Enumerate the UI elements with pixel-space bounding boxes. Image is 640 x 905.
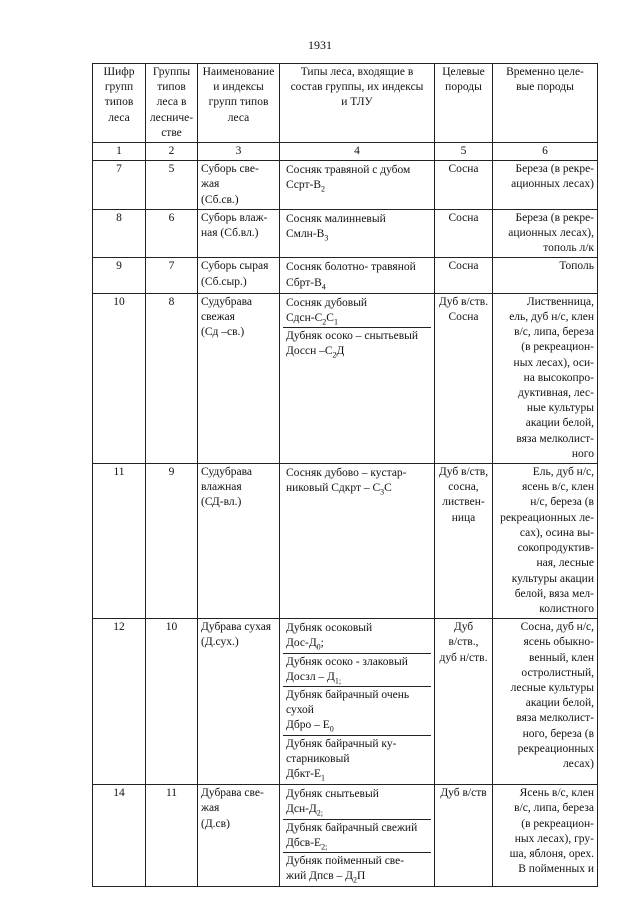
forest-type-code-cell: 7 bbox=[93, 161, 146, 210]
table-row bbox=[93, 464, 598, 619]
temporary-species-line: ная, лесные bbox=[536, 557, 594, 570]
temporary-species-line: сах), осина вы- bbox=[519, 526, 594, 539]
forest-types-cell bbox=[280, 785, 435, 887]
forest-group-cell: 10 bbox=[146, 619, 198, 785]
header-line: леса bbox=[227, 111, 250, 124]
header-row bbox=[93, 64, 598, 143]
group-name-line: Дубрава сухая bbox=[201, 621, 272, 634]
temporary-species-cell bbox=[493, 293, 598, 463]
forest-type-line: Доссн $-С_2Д$ bbox=[286, 345, 345, 360]
target-species-cell bbox=[435, 785, 493, 887]
header-line: Шифр bbox=[103, 66, 135, 78]
header-line: Группы bbox=[152, 66, 191, 78]
forest-type-line: Ссрт-$В_2$ bbox=[286, 179, 326, 194]
temporary-species-line: (в рекреацион- bbox=[521, 341, 594, 354]
group-name-line: (Сд –св.) bbox=[201, 326, 245, 339]
temporary-species-line: Береза (в рекре- bbox=[515, 163, 594, 176]
forest-type-line: Дубняк байрачный свежий bbox=[286, 821, 418, 834]
temporary-species-cell bbox=[493, 209, 598, 258]
target-species-cell bbox=[435, 258, 493, 293]
forest-type-line: Досзл – $Д_{1;}$ bbox=[286, 670, 342, 686]
target-species-line: Дуб bbox=[453, 621, 474, 634]
target-species-line: Сосна bbox=[448, 260, 479, 273]
forest-type-line: Смлн-$В_3$ bbox=[286, 228, 329, 243]
column-number-cell: 1 bbox=[93, 143, 146, 161]
header-line: Типы леса, входящие в bbox=[300, 66, 414, 78]
table-row bbox=[93, 161, 598, 210]
header-line: Временно целе- bbox=[506, 66, 584, 78]
header-line: леса в bbox=[156, 96, 187, 109]
forest-type-code-cell: 14 bbox=[93, 785, 146, 887]
group-name-cell bbox=[198, 161, 280, 210]
target-species-cell bbox=[435, 161, 493, 210]
forest-group-cell: 9 bbox=[146, 464, 198, 619]
forest-types-cell bbox=[280, 619, 435, 785]
temporary-species-line: ных лесах), гру- bbox=[514, 832, 594, 845]
group-name-line: свежая bbox=[201, 311, 235, 324]
temporary-species-cell bbox=[493, 785, 598, 887]
temporary-species-line: ного, береза (в bbox=[522, 727, 594, 740]
target-species-cell bbox=[435, 293, 493, 463]
target-species-line: Сосна bbox=[448, 311, 479, 324]
temporary-species-line: венный, клен bbox=[529, 651, 594, 664]
forest-types-cell bbox=[280, 161, 435, 210]
forest-type-code-cell: 9 bbox=[93, 258, 146, 293]
group-name-line: влажная bbox=[201, 481, 242, 494]
header-line: групп типов bbox=[208, 96, 269, 109]
column-number-cell: 3 bbox=[198, 143, 280, 161]
temporary-species-line: колистного bbox=[539, 602, 594, 615]
header-line: леса bbox=[108, 111, 130, 124]
forest-type-line: Дубняк осоко - злаковый bbox=[286, 655, 408, 668]
column-number-cell: 2 bbox=[146, 143, 198, 161]
forest-group-cell: 6 bbox=[146, 209, 198, 258]
forest-type-code-cell: 10 bbox=[93, 293, 146, 463]
temporary-species-line: ных лесах), оси- bbox=[513, 356, 594, 369]
temporary-species-line: ационных лесах), bbox=[508, 227, 594, 240]
forest-type-line: Дубняк снытьевый bbox=[286, 788, 379, 801]
temporary-species-line: Береза (в рекре- bbox=[515, 211, 594, 224]
target-species-line: листвен- bbox=[442, 496, 485, 509]
forest-type-line: Дсн-$Д_{2;}$ bbox=[286, 803, 324, 818]
temporary-species-line: белой, вяза мел- bbox=[514, 587, 594, 600]
header-line: групп bbox=[104, 81, 134, 94]
group-name-cell bbox=[198, 293, 280, 463]
forest-group-cell: 8 bbox=[146, 293, 198, 463]
temporary-species-line: дуктивная, лес- bbox=[517, 387, 594, 400]
target-species-line: Сосна bbox=[448, 163, 479, 176]
temporary-species-line: ясень в/с, клен bbox=[522, 481, 594, 494]
temporary-species-line: ша, яблоня, орех. bbox=[509, 847, 594, 860]
temporary-species-line: рекреационных bbox=[517, 742, 594, 755]
header-line: Наименование bbox=[202, 66, 275, 78]
group-name-line: (Д.сух.) bbox=[201, 636, 239, 649]
forest-type-line: Сосняк дубовый bbox=[286, 296, 368, 309]
forest-types-cell bbox=[280, 258, 435, 293]
header-cell-6 bbox=[493, 64, 598, 143]
temporary-species-line: в/с, липа, береза bbox=[514, 802, 594, 815]
forest-type-line: Дбсв-$Е_{2;}$ bbox=[286, 836, 328, 852]
target-species-line: сосна, bbox=[448, 481, 479, 494]
forest-type-line: Дубняк осоковый bbox=[286, 622, 373, 635]
temporary-species-cell bbox=[493, 464, 598, 619]
temporary-species-line: ного bbox=[571, 447, 594, 460]
target-species-line: Дуб в/ств, bbox=[438, 466, 489, 479]
temporary-species-line: вяза мелколист- bbox=[516, 712, 594, 725]
header-cell-3 bbox=[198, 64, 280, 143]
target-species-cell bbox=[435, 464, 493, 619]
temporary-species-cell bbox=[493, 258, 598, 293]
forest-types-table bbox=[92, 63, 598, 887]
temporary-species-line: в/с, липа, береза bbox=[514, 326, 594, 339]
temporary-species-line: лесах) bbox=[562, 757, 594, 770]
forest-type-line: Сосняк болотно- травяной bbox=[286, 261, 416, 274]
forest-type-line: Сосняк малинневый bbox=[286, 212, 386, 225]
header-line: типов bbox=[104, 96, 134, 109]
column-number-cell: 6 bbox=[493, 143, 598, 161]
group-name-line: ная (Сб.вл.) bbox=[201, 227, 259, 240]
temporary-species-line: Ель, дуб н/с, bbox=[532, 466, 594, 479]
forest-group-cell: 11 bbox=[146, 785, 198, 887]
group-name-line: (Д.св) bbox=[201, 817, 230, 830]
forest-type-code-cell: 11 bbox=[93, 464, 146, 619]
forest-type-line: Дубняк пойменный све- bbox=[286, 854, 405, 867]
forest-types-cell bbox=[280, 293, 435, 463]
forest-type-line: Дубняк байрачный очень bbox=[286, 688, 410, 701]
temporary-species-line: остролистный, bbox=[521, 666, 594, 679]
table-body bbox=[93, 161, 598, 887]
temporary-species-line: ель, дуб н/с, клен bbox=[509, 311, 594, 324]
forest-type-code-cell: 8 bbox=[93, 209, 146, 258]
temporary-species-line: вяза мелколист- bbox=[516, 432, 594, 445]
forest-type-entry bbox=[283, 328, 431, 360]
forest-type-entry bbox=[283, 820, 431, 853]
target-species-line: дуб н/ств. bbox=[439, 651, 488, 664]
forest-type-entry bbox=[283, 620, 431, 653]
forest-type-line: Сосняк травяной с дубом bbox=[286, 164, 411, 177]
temporary-species-line: тополь л/к bbox=[543, 242, 594, 255]
group-name-cell bbox=[198, 258, 280, 293]
temporary-species-line: сокопродуктив- bbox=[517, 542, 594, 555]
forest-type-line: Сосняк дубово – кустар- bbox=[286, 467, 407, 480]
forest-type-line: Сдсн-$С_2С_1$ bbox=[286, 312, 338, 327]
group-name-cell bbox=[198, 619, 280, 785]
forest-type-entry bbox=[283, 295, 431, 328]
forest-type-entry bbox=[283, 654, 431, 687]
header-cell-1 bbox=[93, 64, 146, 143]
table-row bbox=[93, 785, 598, 887]
forest-type-line: Дос-$Д_0$; bbox=[286, 637, 324, 652]
forest-type-entry bbox=[283, 162, 431, 194]
group-name-line: Суборь сырая bbox=[201, 260, 269, 273]
temporary-species-line: ясень обыкно- bbox=[523, 636, 594, 649]
column-number-cell: 5 bbox=[435, 143, 493, 161]
table-row bbox=[93, 209, 598, 258]
forest-group-cell: 7 bbox=[146, 258, 198, 293]
header-cell-4 bbox=[280, 64, 435, 143]
group-name-line: Судубрава bbox=[201, 295, 252, 308]
temporary-species-line: Лиственница, bbox=[526, 295, 594, 308]
forest-types-cell bbox=[280, 464, 435, 619]
temporary-species-line: ные культуры bbox=[526, 402, 594, 415]
temporary-species-line: акации белой, bbox=[525, 417, 594, 430]
forest-type-line: Дубняк осоко – снытьевый bbox=[286, 330, 419, 343]
column-number-row bbox=[93, 143, 598, 161]
forest-type-line: Сбрт-$В_4$ bbox=[286, 276, 326, 291]
header-line: стве bbox=[161, 126, 182, 139]
forest-type-line: Дбро – $Е_0$ bbox=[286, 719, 334, 734]
forest-type-entry bbox=[283, 786, 431, 819]
header-line: и индексы bbox=[213, 81, 264, 94]
forest-type-entry bbox=[283, 259, 431, 291]
forest-type-line: Дбкт-$Е_1$ bbox=[286, 767, 326, 783]
header-cell-5 bbox=[435, 64, 493, 143]
group-name-line: Суборь влаж- bbox=[201, 211, 268, 224]
group-name-line: (Сб.св.) bbox=[201, 193, 239, 206]
forest-type-line: старниковый bbox=[286, 752, 350, 765]
temporary-species-line: Сосна, дуб н/с, bbox=[520, 621, 594, 634]
temporary-species-line: (в рекреацион- bbox=[521, 817, 594, 830]
group-name-line: (Сб.сыр.) bbox=[201, 275, 247, 288]
forest-type-entry bbox=[283, 736, 431, 784]
group-name-line: Судубрава bbox=[201, 466, 252, 479]
temporary-species-cell bbox=[493, 619, 598, 785]
temporary-species-line: на высокопро- bbox=[523, 371, 594, 384]
temporary-species-line: акации белой, bbox=[525, 697, 594, 710]
table-row bbox=[93, 258, 598, 293]
target-species-line: Дуб в/ств. bbox=[438, 295, 489, 308]
temporary-species-line: н/с, береза (в bbox=[530, 496, 594, 509]
table-header bbox=[93, 64, 598, 161]
group-name-line: (СД-вл.) bbox=[201, 496, 242, 509]
temporary-species-line: рекреационных ле- bbox=[500, 511, 594, 524]
group-name-line: жая bbox=[201, 178, 220, 191]
header-cell-2 bbox=[146, 64, 198, 143]
forest-type-entry bbox=[283, 687, 431, 736]
forest-type-line: никовый Сдкрт – $С_3С$ bbox=[286, 482, 392, 497]
target-species-line: Сосна bbox=[448, 211, 479, 224]
header-line: вые породы bbox=[516, 81, 574, 94]
group-name-cell bbox=[198, 785, 280, 887]
forest-type-line: сухой bbox=[286, 704, 314, 717]
temporary-species-line: Тополь bbox=[559, 260, 594, 273]
forest-type-entry bbox=[283, 465, 431, 497]
forest-group-cell: 5 bbox=[146, 161, 198, 210]
temporary-species-line: В пойменных и bbox=[518, 863, 594, 876]
temporary-species-cell bbox=[493, 161, 598, 210]
temporary-species-line: культуры акации bbox=[511, 572, 594, 585]
temporary-species-line: ационных лесах) bbox=[511, 178, 594, 191]
header-line: и ТЛУ bbox=[341, 96, 373, 109]
header-line: состав группы, их индексы bbox=[290, 81, 424, 94]
target-species-cell bbox=[435, 209, 493, 258]
header-line: породы bbox=[445, 81, 482, 94]
temporary-species-line: Ясень в/с, клен bbox=[519, 787, 594, 800]
forest-types-cell bbox=[280, 209, 435, 258]
header-line: Целевые bbox=[442, 66, 485, 78]
group-name-cell bbox=[198, 209, 280, 258]
temporary-species-line: лесные культуры bbox=[510, 681, 594, 694]
forest-type-line: жий Дпсв – $Д_2П$ bbox=[286, 870, 366, 885]
group-name-line: жая bbox=[201, 802, 220, 815]
header-line: типов bbox=[157, 81, 186, 94]
forest-type-code-cell: 12 bbox=[93, 619, 146, 785]
header-line: лесниче- bbox=[149, 111, 194, 124]
group-name-line: Суборь све- bbox=[201, 163, 259, 176]
table-row bbox=[93, 619, 598, 785]
group-name-cell bbox=[198, 464, 280, 619]
forest-type-entry bbox=[283, 211, 431, 243]
target-species-line: Дуб в/ств bbox=[440, 787, 487, 800]
table-row bbox=[93, 293, 598, 463]
target-species-line: ница bbox=[451, 511, 476, 524]
target-species-line: в/ств., bbox=[448, 636, 479, 649]
group-name-line: Дубрава све- bbox=[201, 787, 264, 800]
page-number: 1931 bbox=[308, 38, 332, 52]
forest-type-entry bbox=[283, 853, 431, 885]
column-number-cell: 4 bbox=[280, 143, 435, 161]
target-species-cell bbox=[435, 619, 493, 785]
forest-type-line: Дубняк байрачный ку- bbox=[286, 737, 397, 750]
